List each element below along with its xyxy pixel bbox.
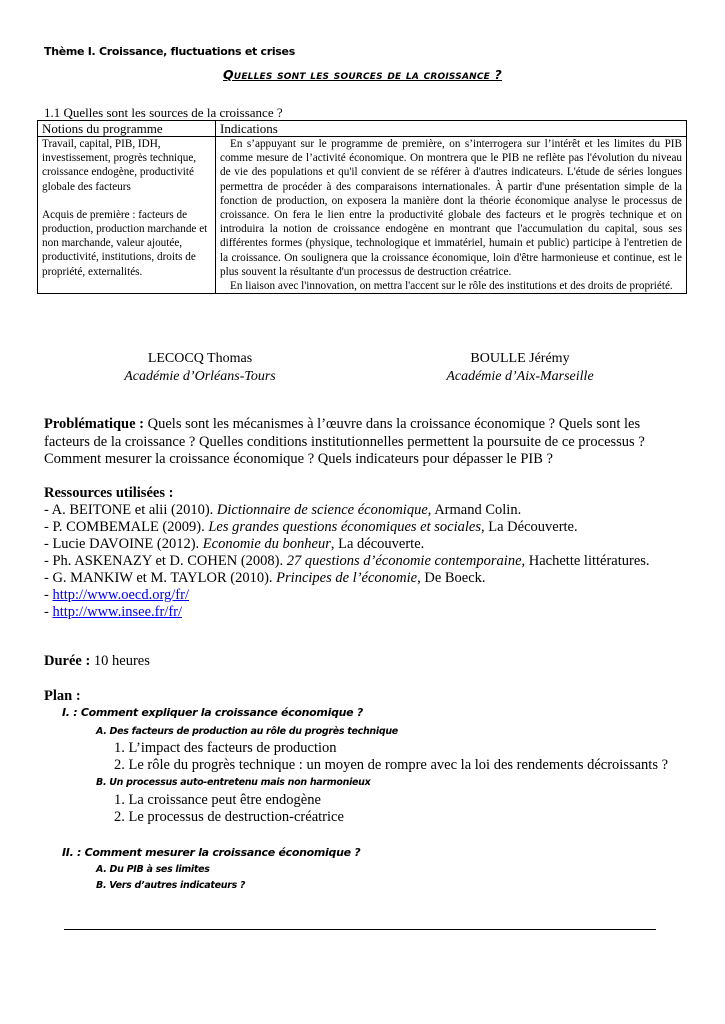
ressource-item: - A. BEITONE et alii (2010). Dictionnaire de science économique, Armand Colin. — [44, 502, 522, 518]
plan-part-1-b: B. Un processus auto-entretenu mais non harmonieux — [96, 777, 371, 788]
ressource-item: - Lucie DAVOINE (2012). Economie du bonheur, La découverte. — [44, 536, 425, 552]
author-name: BOULLE Jérémy — [470, 351, 570, 366]
ressources-label: Ressources utilisées : — [44, 485, 174, 501]
indications-paragraph-2: En liaison avec l'innovation, on mettra l'accent sur le rôle des institutions et des droits de propriété. — [230, 280, 673, 293]
duree — [44, 653, 150, 670]
bottom-divider — [64, 929, 656, 930]
author-academy: Académie d’Aix-Marseille — [446, 369, 594, 384]
plan-part-1-a: A. Des facteurs de production au rôle du progrès technique — [96, 726, 398, 737]
plan-part-1-b-2: 2. Le processus de destruction-créatrice — [114, 809, 344, 825]
indications-paragraph-1: En s’appuyant sur le programme de première, on s’interrogera sur l’intérêt et les limites du PIB comme mesure de l’activité économique. On montrera que le PIB ne reflète pas l'évolution du niveau de vie des populations et qu'il convient de se référer à d'autres indicateurs. L'étude de séries longues permettra de procéder à des comparaisons internationales. À partir d'une présentation simple de la fonction de production, on exposera la manière dont la théorie économique analyse le processus de croissance. On fera le lien entre la productivité globale des facteurs et le progrès technique et on introduira la notion de croissance endogène en montrant que l'accumulation du capital, sous ses différentes formes (physique, technologique et immatériel, humain et public) participe à l'entretien de la croissance. On soulignera que la croissance économique, loin d'être harmonieuse et continue, est le plus souvent la résultante d'un processus de destruction créatrice. — [220, 138, 682, 278]
programme-table — [37, 120, 687, 294]
author-1 — [95, 350, 305, 386]
plan-part-2-a: A. Du PIB à ses limites — [96, 864, 210, 875]
ressource-item: - G. MANKIW et M. TAYLOR (2010). Principes de l’économie, De Boeck. — [44, 570, 486, 586]
page-title: Quelles sont les sources de la croissance ? — [222, 67, 503, 82]
notions-cell — [38, 137, 216, 294]
section-heading: 1.1 Quelles sont les sources de la croissance ? — [44, 105, 283, 120]
plan-label: Plan : — [44, 688, 81, 704]
problematique — [44, 416, 664, 469]
plan-part-1-a-1: 1. L’impact des facteurs de production — [114, 740, 337, 756]
duree-value: 10 heures — [93, 653, 150, 669]
problematique-text: Quels sont les mécanismes à l’œuvre dans la croissance économique ? Quels sont les facteurs de la croissance ? Quelles conditions institutionnelles permettent la poursuite de ce processus ? Comment mesurer la croissance économique ? Quels indicateurs pour dépasser le PIB ? — [44, 416, 645, 467]
author-name: LECOCQ Thomas — [147, 351, 253, 366]
ressources-section — [44, 485, 694, 621]
author-2 — [420, 350, 620, 386]
table-header-notions: Notions du programme — [38, 121, 216, 137]
plan-part-1-b-1: 1. La croissance peut être endogène — [114, 792, 321, 808]
duree-label: Durée : — [44, 653, 91, 669]
theme-heading: Thème I. Croissance, fluctuations et crises — [44, 45, 295, 58]
indications-cell — [216, 137, 687, 294]
plan-part-1-a-2: 2. Le rôle du progrès technique : un moyen de rompre avec la loi des rendements décroissants ? — [114, 757, 669, 773]
plan-part-1: I. : Comment expliquer la croissance économique ? — [62, 706, 363, 719]
insee-link[interactable]: http://www.insee.fr/fr/ — [52, 604, 182, 620]
notions-text: Travail, capital, PIB, IDH, investissement, progrès technique, croissance endogène, productivité globale des facteurs — [42, 138, 197, 193]
oecd-link[interactable]: http://www.oecd.org/fr/ — [52, 587, 189, 603]
acquis-text: Acquis de première : facteurs de production, production marchande et non marchande, valeur ajoutée, productivité, institutions, droits de propriété, externalités. — [42, 208, 208, 278]
ressource-item: - P. COMBEMALE (2009). Les grandes questions économiques et sociales, La Découverte. — [44, 519, 578, 535]
ressource-link-item: - http://www.insee.fr/fr/ — [44, 604, 182, 620]
problematique-label: Problématique : — [44, 416, 145, 432]
author-academy: Académie d’Orléans-Tours — [124, 369, 276, 384]
ressource-item: - Ph. ASKENAZY et D. COHEN (2008). 27 questions d’économie contemporaine, Hachette littératures. — [44, 553, 650, 569]
plan-part-2-b: B. Vers d’autres indicateurs ? — [96, 880, 246, 891]
table-header-indications: Indications — [216, 121, 687, 137]
ressource-link-item: - http://www.oecd.org/fr/ — [44, 587, 189, 603]
plan-part-2: II. : Comment mesurer la croissance économique ? — [62, 846, 361, 859]
